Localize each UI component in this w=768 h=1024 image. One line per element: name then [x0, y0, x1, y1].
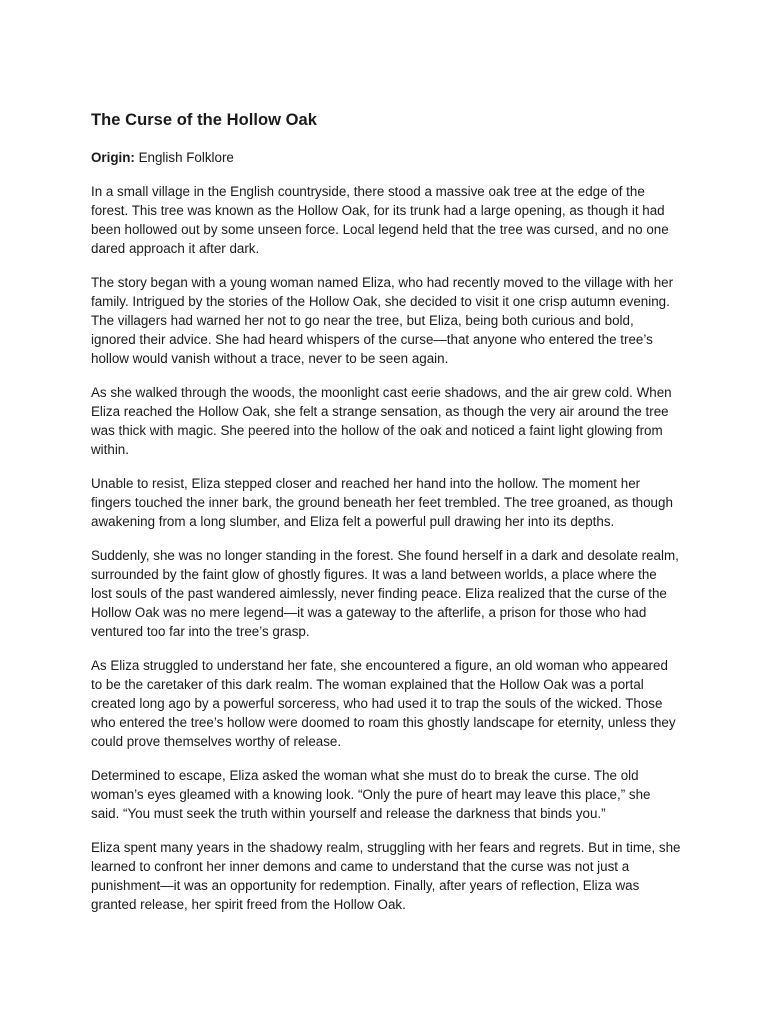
paragraph-3: As she walked through the woods, the moonlight cast eerie shadows, and the air grew cold. When Eliza reached the Hollow Oak, she felt a strange sensation, as though the very air around the tree was thick with magic. She peered into the hollow of the oak and noticed a faint light glowing from within.: [91, 385, 672, 457]
origin-value: English Folklore: [134, 150, 234, 165]
origin-line: [91, 148, 681, 167]
paragraph-8: Eliza spent many years in the shadowy realm, struggling with her fears and regrets. But in time, she learned to confront her inner demons and came to understand that the curse was not just a punishment—it was an opportunity for redemption. Finally, after years of reflection, Eliza was granted release, her spirit freed from the Hollow Oak.: [91, 840, 681, 912]
document-title: The Curse of the Hollow Oak: [91, 111, 317, 129]
paragraph-4: Unable to resist, Eliza stepped closer and reached her hand into the hollow. The moment her fingers touched the inner bark, the ground beneath her feet trembled. The tree groaned, as though awakening from a long slumber, and Eliza felt a powerful pull drawing her into its depths.: [91, 476, 673, 529]
paragraph-7: Determined to escape, Eliza asked the woman what she must do to break the curse. The old woman’s eyes gleamed with a knowing look. “Only the pure of heart may leave this place,” she said. “You must seek the truth within yourself and release the darkness that binds you.”: [91, 768, 651, 821]
paragraph-1: In a small village in the English countryside, there stood a massive oak tree at the edge of the forest. This tree was known as the Hollow Oak, for its trunk had a large opening, as though it had been hollowed out by some unseen force. Local legend held that the tree was cursed, and no one dared approach it after dark.: [91, 184, 669, 256]
paragraph-6: As Eliza struggled to understand her fate, she encountered a figure, an old woman who appeared to be the caretaker of this dark realm. The woman explained that the Hollow Oak was a portal created long ago by a powerful sorceress, who had used it to trap the souls of the wicked. Those who entered the tree’s hollow were doomed to roam this ghostly landscape for eternity, unless they could prove themselves worthy of release.: [91, 658, 676, 749]
paragraph-5: Suddenly, she was no longer standing in the forest. She found herself in a dark and desolate realm, surrounded by the faint glow of ghostly figures. It was a land between worlds, a place where the lost souls of the past wandered aimlessly, never finding peace. Eliza realized that the curse of the Hollow Oak was no mere legend—it was a gateway to the afterlife, a prison for those who had ventured too far into the tree’s grasp.: [91, 548, 679, 639]
paragraph-2: The story began with a young woman named Eliza, who had recently moved to the village with her family. Intrigued by the stories of the Hollow Oak, she decided to visit it one crisp autumn evening. The villagers had warned her not to go near the tree, but Eliza, being both curious and bold, ignored their advice. She had heard whispers of the curse—that anyone who entered the tree’s hollow would vanish without a trace, never to be seen again.: [91, 275, 674, 366]
origin-label: Origin:: [91, 150, 135, 165]
document-page: [91, 108, 681, 914]
